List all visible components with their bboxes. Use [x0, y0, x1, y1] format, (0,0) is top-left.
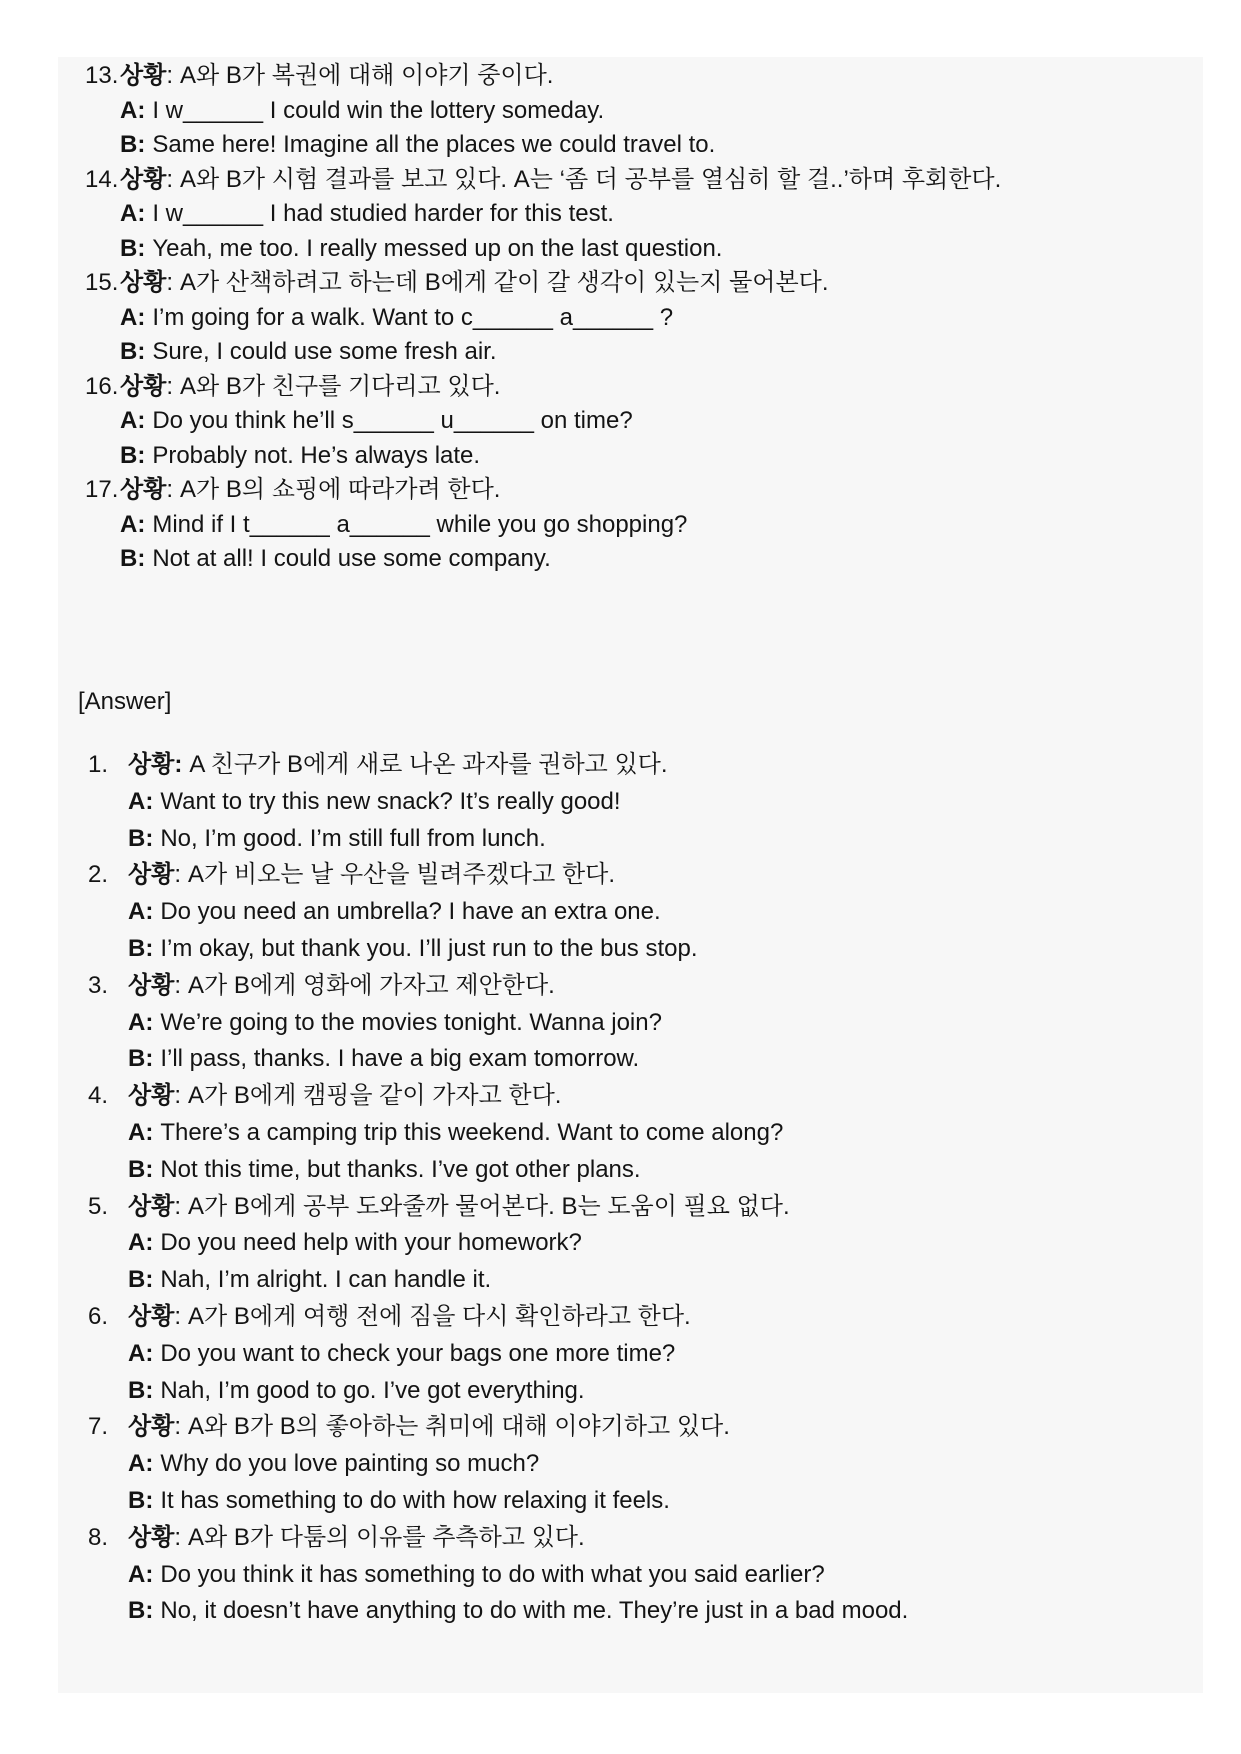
- speaker-a-label: A:: [128, 1008, 154, 1036]
- dialogue-item: [58, 59, 1203, 163]
- situation-label: 상황: [120, 476, 167, 503]
- item-number: 7.: [88, 1413, 109, 1441]
- speaker-a-label: A:: [128, 1450, 154, 1478]
- item-number: 13.: [85, 62, 119, 89]
- item-body: [128, 747, 1203, 857]
- speaker-b-label: B:: [128, 1376, 154, 1404]
- situation-label: 상황: [128, 1082, 175, 1110]
- situation-line: [120, 473, 1203, 508]
- situation-line: [128, 968, 1203, 1005]
- situation-line: [120, 59, 1203, 94]
- item-number: 5.: [88, 1192, 109, 1220]
- item-body: [120, 59, 1203, 163]
- speaker-b-label: B:: [128, 934, 154, 962]
- situation-colon: :: [166, 269, 174, 296]
- situation-colon: :: [166, 476, 174, 503]
- situation-colon: :: [174, 971, 182, 999]
- question-list: [58, 59, 1203, 577]
- situation-line: [120, 370, 1203, 405]
- situation-label: 상황: [128, 1302, 175, 1330]
- item-body: [128, 1078, 1203, 1188]
- speaker-b-text: Not at all! I could use some company.: [152, 545, 551, 572]
- situation-label: 상황:: [128, 751, 183, 778]
- speaker-a-label: A:: [120, 407, 146, 434]
- speaker-b-text: Nah, I’m good to go. I’ve got everything.: [160, 1376, 585, 1404]
- dialogue-item: [58, 968, 1203, 1078]
- speaker-b-line: [120, 232, 1203, 267]
- item-number: 1.: [88, 751, 109, 778]
- speaker-a-line: [120, 404, 1203, 439]
- speaker-a-label: A:: [120, 510, 146, 538]
- item-number: 17.: [85, 476, 119, 503]
- speaker-a-line: [128, 1005, 1203, 1042]
- speaker-a-line: [128, 1115, 1203, 1152]
- situation-colon: :: [174, 861, 182, 889]
- speaker-a-line: [128, 894, 1203, 931]
- situation-label: 상황: [120, 269, 167, 296]
- dialogue-item: [58, 1299, 1203, 1409]
- speaker-b-label: B:: [120, 338, 146, 365]
- speaker-a-label: A:: [120, 200, 146, 227]
- situation-colon: :: [174, 1082, 182, 1110]
- speaker-a-text: Do you need an umbrella? I have an extra one.: [160, 898, 661, 926]
- situation-label: 상황: [128, 1413, 175, 1441]
- dialogue-item: [58, 747, 1203, 857]
- situation-text: A와 B가 친구를 기다리고 있다.: [180, 372, 501, 400]
- situation-colon: :: [174, 1413, 182, 1441]
- item-number: 6.: [88, 1302, 109, 1330]
- situation-line: [128, 1409, 1203, 1446]
- speaker-b-line: [128, 1152, 1203, 1189]
- item-number: 2.: [88, 861, 109, 889]
- situation-text: A가 B에게 여행 전에 짐을 다시 확인하라고 한다.: [188, 1302, 691, 1330]
- speaker-b-label: B:: [128, 824, 154, 852]
- speaker-a-label: A:: [128, 1560, 154, 1588]
- speaker-b-text: I’m okay, but thank you. I’ll just run to the bus stop.: [160, 934, 698, 962]
- speaker-b-label: B:: [128, 1266, 154, 1294]
- speaker-b-label: B:: [128, 1486, 154, 1514]
- item-body: [120, 473, 1203, 577]
- speaker-a-text: I w______ I had studied harder for this test.: [152, 200, 614, 227]
- speaker-b-text: It has something to do with how relaxing it feels.: [160, 1486, 670, 1514]
- situation-text: A가 B에게 영화에 가자고 제안한다.: [188, 971, 555, 999]
- situation-label: 상황: [128, 1523, 175, 1551]
- speaker-a-text: Mind if I t______ a______ while you go shopping?: [152, 510, 688, 538]
- speaker-b-text: No, it doesn’t have anything to do with me. They’re just in a bad mood.: [160, 1597, 909, 1625]
- speaker-b-label: B:: [128, 1155, 154, 1183]
- speaker-b-text: Yeah, me too. I really messed up on the last question.: [152, 234, 723, 262]
- item-body: [120, 163, 1203, 267]
- dialogue-item: [58, 1520, 1203, 1630]
- item-number: 16.: [85, 372, 119, 400]
- speaker-a-text: There’s a camping trip this weekend. Want to come along?: [160, 1118, 784, 1146]
- situation-colon: :: [174, 1302, 182, 1330]
- item-number: 14.: [85, 165, 119, 193]
- situation-line: [128, 747, 1203, 784]
- speaker-a-line: [128, 1557, 1203, 1594]
- speaker-a-text: Why do you love painting so much?: [160, 1450, 540, 1478]
- situation-line: [128, 1078, 1203, 1115]
- speaker-b-text: Same here! Imagine all the places we could travel to.: [152, 131, 716, 158]
- dialogue-item: [58, 1078, 1203, 1188]
- speaker-a-text: Do you want to check your bags one more time?: [160, 1339, 676, 1367]
- situation-colon: :: [166, 62, 174, 89]
- speaker-a-text: Do you need help with your homework?: [160, 1229, 582, 1257]
- situation-line: [128, 857, 1203, 894]
- item-number: 15.: [85, 269, 119, 296]
- speaker-b-text: Probably not. He’s always late.: [152, 441, 481, 469]
- situation-text: A가 비오는 날 우산을 빌려주겠다고 한다.: [188, 861, 616, 889]
- situation-colon: :: [166, 165, 174, 193]
- item-body: [128, 968, 1203, 1078]
- situation-colon: :: [174, 1523, 182, 1551]
- speaker-a-text: We’re going to the movies tonight. Wanna join?: [160, 1008, 662, 1036]
- speaker-b-label: B:: [120, 131, 146, 158]
- speaker-a-label: A:: [120, 303, 146, 331]
- speaker-a-line: [128, 784, 1203, 821]
- speaker-a-line: [120, 301, 1203, 336]
- situation-label: 상황: [120, 372, 167, 400]
- speaker-b-line: [128, 931, 1203, 968]
- speaker-a-text: Want to try this new snack? It’s really good!: [160, 787, 621, 815]
- speaker-a-label: A:: [128, 1339, 154, 1367]
- situation-line: [128, 1189, 1203, 1226]
- speaker-a-label: A:: [128, 787, 154, 815]
- situation-line: [128, 1299, 1203, 1336]
- speaker-b-text: No, I’m good. I’m still full from lunch.: [160, 824, 546, 852]
- situation-text: A와 B가 B의 좋아하는 취미에 대해 이야기하고 있다.: [188, 1413, 730, 1441]
- situation-text: A와 B가 시험 결과를 보고 있다. A는 ‘좀 더 공부를 열심히 할 걸..’하며 후회한다.: [180, 165, 1002, 193]
- item-body: [128, 1189, 1203, 1299]
- answer-list: [58, 747, 1203, 1630]
- situation-text: A가 B에게 공부 도와줄까 물어본다. B는 도움이 필요 없다.: [188, 1192, 790, 1220]
- item-number: 8.: [88, 1523, 109, 1551]
- item-body: [120, 266, 1203, 370]
- speaker-b-text: Sure, I could use some fresh air.: [152, 338, 497, 365]
- situation-line: [128, 1520, 1203, 1557]
- speaker-b-text: Nah, I’m alright. I can handle it.: [160, 1266, 492, 1294]
- item-body: [128, 1409, 1203, 1519]
- speaker-b-line: [128, 1262, 1203, 1299]
- speaker-a-text: Do you think it has something to do with what you said earlier?: [160, 1560, 825, 1588]
- speaker-a-line: [128, 1336, 1203, 1373]
- dialogue-item: [58, 857, 1203, 967]
- situation-text: A가 B에게 캠핑을 같이 가자고 한다.: [188, 1082, 562, 1110]
- speaker-b-line: [120, 542, 1203, 577]
- speaker-a-line: [120, 197, 1203, 232]
- item-number: 3.: [88, 971, 109, 999]
- speaker-a-text: Do you think he’ll s______ u______ on time?: [152, 407, 633, 434]
- situation-label: 상황: [120, 62, 167, 89]
- speaker-a-label: A:: [128, 1229, 154, 1257]
- item-body: [128, 1299, 1203, 1409]
- speaker-b-line: [120, 335, 1203, 370]
- dialogue-item: [58, 1409, 1203, 1519]
- situation-text: A가 산책하려고 하는데 B에게 같이 갈 생각이 있는지 물어본다.: [180, 269, 829, 296]
- speaker-b-label: B:: [128, 1045, 154, 1073]
- situation-label: 상황: [120, 165, 167, 193]
- speaker-b-line: [128, 1483, 1203, 1520]
- situation-text: A와 B가 복권에 대해 이야기 중이다.: [180, 62, 554, 89]
- item-body: [120, 370, 1203, 474]
- situation-line: [120, 163, 1203, 198]
- speaker-a-text: I’m going for a walk. Want to c______ a______ ?: [152, 303, 674, 331]
- item-body: [128, 1520, 1203, 1630]
- situation-text: A가 B의 쇼핑에 따라가려 한다.: [180, 476, 501, 503]
- item-body: [128, 857, 1203, 967]
- situation-colon: :: [174, 1192, 182, 1220]
- speaker-b-line: [128, 1373, 1203, 1410]
- dialogue-item: [58, 1189, 1203, 1299]
- dialogue-item: [58, 266, 1203, 370]
- speaker-b-line: [128, 1593, 1203, 1630]
- speaker-b-label: B:: [128, 1597, 154, 1625]
- speaker-b-line: [120, 128, 1203, 163]
- situation-label: 상황: [128, 971, 175, 999]
- answer-section-header: [Answer]: [78, 687, 172, 715]
- situation-line: [120, 266, 1203, 301]
- speaker-b-line: [128, 821, 1203, 858]
- dialogue-item: [58, 370, 1203, 474]
- speaker-b-text: I’ll pass, thanks. I have a big exam tomorrow.: [160, 1045, 640, 1073]
- dialogue-item: [58, 163, 1203, 267]
- speaker-a-label: A:: [128, 898, 154, 926]
- speaker-a-line: [128, 1446, 1203, 1483]
- dialogue-item: [58, 473, 1203, 577]
- speaker-a-line: [128, 1225, 1203, 1262]
- speaker-b-label: B:: [120, 441, 146, 469]
- speaker-a-line: [120, 508, 1203, 543]
- speaker-a-label: A:: [128, 1118, 154, 1146]
- situation-text: A 친구가 B에게 새로 나온 과자를 권하고 있다.: [189, 751, 668, 778]
- situation-text: A와 B가 다툼의 이유를 추측하고 있다.: [188, 1523, 585, 1551]
- speaker-b-label: B:: [120, 545, 146, 572]
- speaker-a-line: [120, 94, 1203, 129]
- speaker-a-label: A:: [120, 96, 146, 124]
- speaker-b-text: Not this time, but thanks. I’ve got other plans.: [160, 1155, 641, 1183]
- speaker-b-label: B:: [120, 234, 146, 262]
- situation-colon: :: [166, 372, 174, 400]
- worksheet-panel: [58, 57, 1203, 1693]
- speaker-a-text: I w______ I could win the lottery someday.: [152, 96, 605, 124]
- situation-label: 상황: [128, 1192, 175, 1220]
- item-number: 4.: [88, 1082, 109, 1110]
- speaker-b-line: [120, 439, 1203, 474]
- speaker-b-line: [128, 1041, 1203, 1078]
- situation-label: 상황: [128, 861, 175, 889]
